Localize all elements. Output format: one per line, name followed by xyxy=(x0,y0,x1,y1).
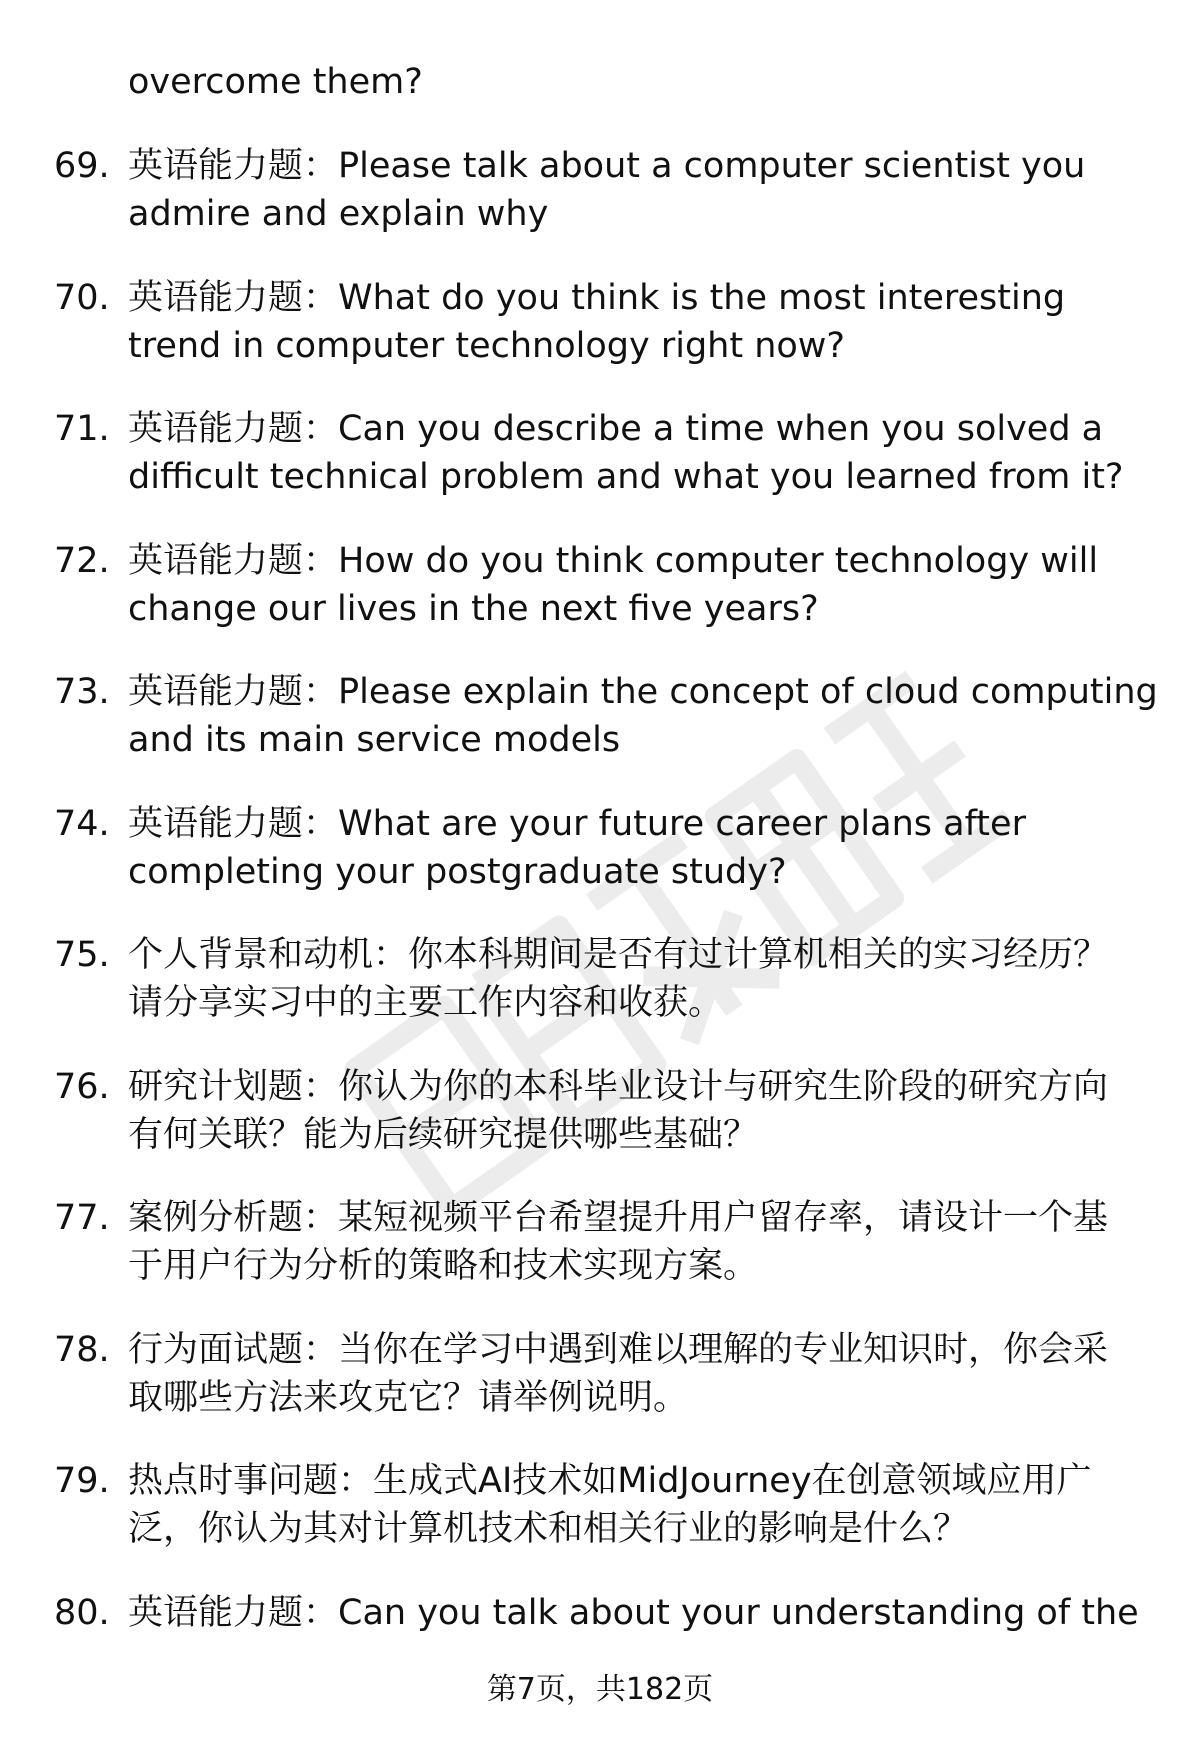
question-text xyxy=(128,1194,1163,1290)
question-text-line: 请分享实习中的主要工作内容和收获。 xyxy=(128,983,724,1023)
question-text-line: admire and explain why xyxy=(128,194,549,234)
question-item xyxy=(0,668,1200,800)
question-text-line: trend in computer technology right now? xyxy=(128,325,845,366)
question-list xyxy=(0,142,1200,1720)
question-text xyxy=(128,1457,1163,1553)
question-text xyxy=(128,668,1163,764)
question-item xyxy=(0,1063,1200,1195)
question-item xyxy=(0,1457,1200,1589)
question-text-line: 取哪些方法来攻克它？请举例说明。 xyxy=(128,1377,689,1418)
question-text xyxy=(128,142,1163,238)
question-item xyxy=(0,537,1200,669)
question-number: 80. xyxy=(54,1592,110,1633)
question-number: 79. xyxy=(54,1461,110,1501)
page-footer: 第7页，共182页 xyxy=(486,1672,714,1707)
question-number: 73. xyxy=(54,672,110,712)
question-number: 71. xyxy=(54,409,110,449)
question-number: 78. xyxy=(54,1329,110,1370)
question-text xyxy=(128,1063,1163,1159)
question-number: 72. xyxy=(54,540,110,581)
question-text-line: 英语能力题：What are your future career plans after xyxy=(128,803,1026,844)
question-text-line: 英语能力题：Please talk about a computer scientist you xyxy=(128,146,1086,186)
question-number: 75. xyxy=(54,935,110,975)
question-text xyxy=(128,1326,1163,1422)
question-text xyxy=(128,1589,1163,1637)
question-text-line: completing your postgraduate study? xyxy=(128,851,787,892)
question-item xyxy=(0,1326,1200,1458)
question-number: 70. xyxy=(54,277,110,318)
question-item xyxy=(0,405,1200,537)
question-text-line: 研究计划题：你认为你的本科毕业设计与研究生阶段的研究方向 xyxy=(128,1066,1109,1107)
question-text-line: 英语能力题：How do you think computer technology will xyxy=(128,540,1099,581)
question-item xyxy=(0,142,1200,274)
question-text-line: 泛，你认为其对计算机技术和相关行业的影响是什么？ xyxy=(128,1509,969,1549)
question-text-line: 英语能力题：Please explain the concept of cloud computing xyxy=(128,672,1158,712)
question-text xyxy=(128,800,1163,896)
question-text-line: 有何关联？能为后续研究提供哪些基础？ xyxy=(128,1114,759,1155)
question-number: 74. xyxy=(54,803,110,844)
question-text-line: 案例分析题：某短视频平台希望提升用户留存率，请设计一个基 xyxy=(128,1198,1109,1238)
continuation-text: overcome them? xyxy=(128,62,423,102)
question-item xyxy=(0,274,1200,406)
question-text xyxy=(128,405,1163,501)
question-item xyxy=(0,800,1200,932)
question-number: 76. xyxy=(54,1066,110,1107)
question-text-line: 行为面试题：当你在学习中遇到难以理解的专业知识时，你会采 xyxy=(128,1329,1109,1370)
question-text-line: difficult technical problem and what you learned from it? xyxy=(128,457,1124,497)
question-item xyxy=(0,1194,1200,1326)
question-number: 77. xyxy=(54,1198,110,1238)
question-text-line: 于用户行为分析的策略和技术实现方案。 xyxy=(128,1246,759,1286)
question-text-line: 个人背景和动机：你本科期间是否有过计算机相关的实习经历？ xyxy=(128,935,1109,975)
question-item xyxy=(0,931,1200,1063)
question-text-line: 英语能力题：What do you think is the most interesting xyxy=(128,277,1066,318)
question-text xyxy=(128,274,1163,370)
question-text-line: 热点时事问题：生成式AI技术如MidJourney在创意领域应用广 xyxy=(128,1461,1092,1501)
question-text-line: and its main service models xyxy=(128,720,621,760)
question-text xyxy=(128,537,1163,633)
question-text xyxy=(128,931,1163,1027)
question-text-line: 英语能力题：Can you talk about your understanding of the xyxy=(128,1592,1139,1633)
question-text-line: change our lives in the next five years? xyxy=(128,588,819,629)
question-number: 69. xyxy=(54,146,110,186)
question-text-line: 英语能力题：Can you describe a time when you solved a xyxy=(128,409,1104,449)
